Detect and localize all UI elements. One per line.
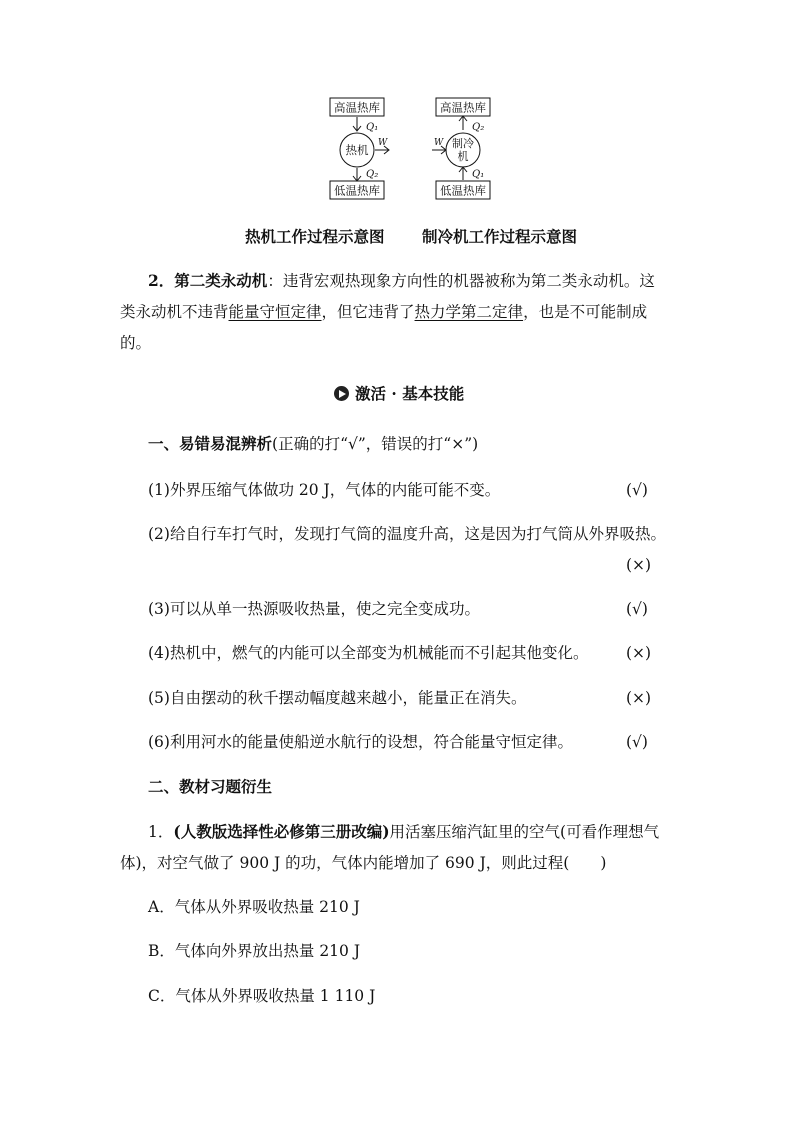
- para2-line2-mid: ，但它违背了: [321, 303, 415, 321]
- law2-underlined: 热力学第二定律: [414, 303, 524, 321]
- item-2-answer: (×): [626, 556, 652, 574]
- q1-line1-rest: 用活塞压缩汽缸里的空气(可看作理想气: [389, 823, 660, 841]
- para2-line2-pre: 类永动机不违背: [120, 303, 229, 321]
- refrigerator-circle-label-2: 机: [457, 150, 469, 163]
- heat-engine-q2-label: Q₂: [366, 169, 379, 180]
- q1-option-b: B．气体向外界放出热量 210 J: [148, 942, 361, 960]
- item-5-text: (5)自由摆动的秋千摆动幅度越来越小，能量正在消失。: [148, 689, 527, 707]
- refrigerator-w-label: W: [434, 138, 444, 148]
- heat-engine-top-box-label: 高温热库: [334, 100, 380, 115]
- heat-engine-caption: 热机工作过程示意图: [245, 227, 385, 246]
- item-1-text: (1)外界压缩气体做功 20 J，气体的内能可能不变。: [148, 481, 501, 499]
- q1-source: (人教版选择性必修第三册改编): [173, 822, 390, 841]
- item-6-answer: (√): [626, 733, 648, 751]
- refrigerator-bottom-box-label: 低温热库: [440, 183, 486, 198]
- para2-number: 2．: [148, 271, 175, 290]
- refrigerator-top-box-label: 高温热库: [440, 100, 486, 115]
- heat-engine-circle-label: 热机: [345, 143, 369, 157]
- part2-title: 二、教材习题衍生: [148, 777, 273, 796]
- q1-line2: 体)，对空气做了 900 J 的功，气体内能增加了 690 J，则此过程( ): [120, 854, 607, 872]
- para2-line2: [120, 302, 647, 322]
- part1-title-label: 一、易错易混辨析: [148, 434, 273, 453]
- heat-engine-diagram: [300, 92, 420, 204]
- refrigerator-q2-label: Q₂: [472, 122, 485, 133]
- item-3-text: (3)可以从单一热源吸收热量，使之完全变成功。: [148, 600, 480, 618]
- refrigerator-diagram: [410, 92, 530, 204]
- refrigerator-caption: 制冷机工作过程示意图: [422, 227, 578, 246]
- play-icon: [334, 386, 349, 401]
- heat-engine-bottom-box-label: 低温热库: [334, 183, 380, 198]
- part1-title: [148, 434, 478, 454]
- item-1-answer: (√): [626, 481, 648, 499]
- q1-option-a: A．气体从外界吸收热量 210 J: [148, 898, 360, 916]
- q1-line1: [148, 822, 659, 842]
- item-6-text: (6)利用河水的能量使船逆水航行的设想，符合能量守恒定律。: [148, 733, 573, 751]
- section-header-label: 激活 · 基本技能: [355, 384, 465, 403]
- para2-line3: 的。: [120, 334, 152, 352]
- refrigerator-circle-label-1: 制冷: [452, 137, 474, 150]
- para2-line1: [148, 271, 655, 291]
- para2-line1-rest: ：违背宏观热现象方向性的机器被称为第二类永动机。这: [267, 272, 655, 290]
- heat-engine-q1-label: Q₁: [366, 122, 379, 133]
- law1-underlined: 能量守恒定律: [228, 303, 322, 321]
- para2-term: 第二类永动机: [174, 271, 268, 290]
- item-3-answer: (√): [626, 600, 648, 618]
- heat-engine-w-label: W: [378, 138, 388, 148]
- para2-line2-post: ，也是不可能制成: [523, 303, 648, 321]
- item-4-text: (4)热机中，燃气的内能可以全部变为机械能而不引起其他变化。: [148, 644, 589, 662]
- item-2-text: (2)给自行车打气时，发现打气筒的温度升高，这是因为打气筒从外界吸热。: [148, 525, 666, 543]
- refrigerator-q1-label: Q₁: [472, 169, 485, 180]
- q1-number: 1．: [148, 823, 174, 841]
- q1-option-c: C．气体从外界吸收热量 1 110 J: [148, 987, 376, 1005]
- item-4-answer: (×): [626, 644, 652, 662]
- part1-title-note: (正确的打“√”，错误的打“×”): [272, 435, 479, 453]
- item-5-answer: (×): [626, 689, 652, 707]
- section-header: [334, 384, 464, 404]
